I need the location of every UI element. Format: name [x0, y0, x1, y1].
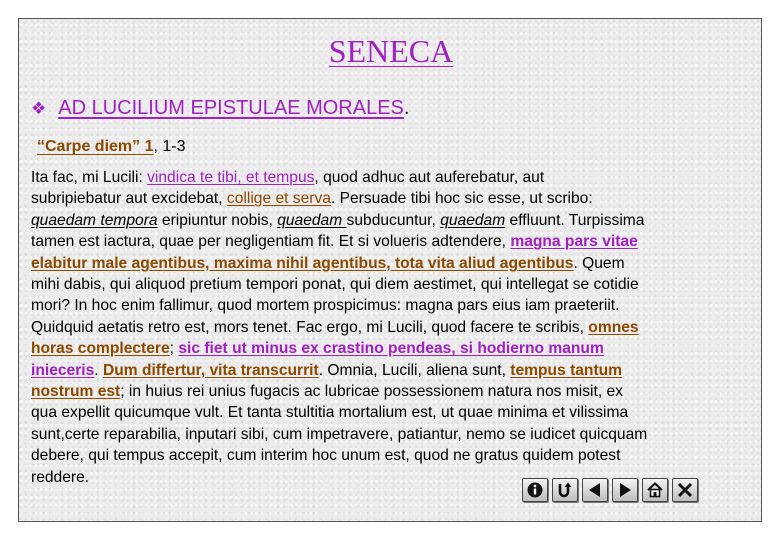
highlighted-phrase: quaedam [277, 211, 347, 229]
info-icon [526, 481, 544, 499]
home-button[interactable] [642, 478, 668, 502]
highlighted-phrase: vindica te tibi, et tempus [147, 169, 315, 186]
text-segment: ; [169, 340, 179, 358]
text-segment: reddere. [31, 468, 90, 486]
text-segment: Quidquid aetatis retro est, mors tenet. Fac ergo, mi Lucili, quod facere te scribis, [31, 318, 589, 336]
home-icon [646, 481, 664, 499]
highlighted-phrase: Dum differtur, vita transcurrit [102, 361, 319, 379]
text-segment: subripiebatur aut excidebat, [31, 190, 227, 208]
text-line [31, 317, 755, 338]
diamond-bullet-icon: ❖ [31, 98, 47, 118]
text-line [31, 381, 755, 402]
highlighted-phrase: collige et serva [226, 190, 331, 208]
text-segment: subducuntur, [346, 211, 441, 229]
text-line [31, 445, 755, 466]
highlighted-phrase: inieceris [31, 361, 95, 379]
slide-title: SENECA [328, 33, 454, 69]
subtitle-title: “Carpe diem” 1 [37, 138, 154, 155]
text-segment: mori? In hoc enim fallimur, quod mortem prospicimus: magna pars eius iam praeteriit. [31, 297, 620, 315]
info-button[interactable] [522, 478, 548, 502]
highlighted-phrase: elabitur male agentibus, maxima nihil agentibus, tota vita aliud agentibus [31, 254, 574, 272]
highlighted-phrase: tempus tantum [510, 361, 623, 379]
highlighted-phrase: horas complectere [31, 340, 170, 358]
slide [18, 18, 762, 522]
text-segment: Ita fac, mi Lucili: [31, 169, 148, 186]
triangle-left-icon [586, 481, 604, 499]
text-segment: debere, qui tempus accepit, cum interim hoc unum est, quod ne gratus quidem potest [31, 447, 621, 465]
triangle-right-icon [616, 481, 634, 499]
return-button[interactable] [552, 478, 578, 502]
text-segment: , quod adhuc aut auferebatur, aut [314, 169, 545, 186]
heading-period: . [403, 97, 410, 119]
next-button[interactable] [612, 478, 638, 502]
highlighted-phrase: quaedam [440, 211, 506, 229]
text-segment: effluunt. Turpissima [505, 211, 645, 229]
text-line [31, 295, 755, 316]
text-segment: qua expellit quicumque vult. Et tanta stultitia mortalium est, ut quae minima et vilissima [31, 404, 629, 422]
text-line [31, 338, 755, 359]
previous-button[interactable] [582, 478, 608, 502]
text-line [31, 253, 755, 274]
close-button[interactable] [672, 478, 698, 502]
close-x-icon [676, 481, 694, 499]
highlighted-phrase: omnes [588, 318, 639, 336]
text-segment: eripiuntur nobis, [157, 211, 278, 229]
text-segment: tamen est iactura, quae per negligentiam fit. Et si volueris adtendere, [31, 233, 511, 251]
text-line [31, 210, 755, 231]
text-segment: . Quem [573, 254, 625, 272]
text-segment: ; in huius rei unius fugacis ac lubricae possessionem natura nos misit, ex [120, 383, 623, 401]
text-segment: mihi dabis, qui aliquod pretium tempori ponat, qui diem aestimet, qui intellegat se cotidie [31, 276, 639, 294]
highlighted-phrase: sic fiet ut minus ex crastino pendeas, si hodierno manum [178, 340, 604, 358]
subtitle-reference: , 1-3 [153, 138, 186, 155]
highlighted-phrase: nostrum est [31, 383, 121, 401]
return-arrow-icon [556, 481, 574, 499]
text-line [31, 424, 755, 445]
text-line [31, 360, 755, 381]
text-segment: . Persuade tibi hoc sic esse, ut scribo: [330, 190, 593, 208]
text-segment: . Omnia, Lucili, aliena sunt, [318, 361, 511, 379]
highlighted-phrase: quaedam tempora [31, 211, 158, 229]
heading-text: AD LUCILIUM EPISTULAE MORALES [58, 97, 404, 119]
highlighted-phrase: magna pars vitae [510, 233, 638, 251]
text-line [31, 402, 755, 423]
slide-heading [31, 97, 409, 120]
text-line [31, 274, 755, 295]
text-line [31, 167, 755, 188]
navigation-toolbar [522, 478, 698, 502]
letter-text [31, 167, 755, 488]
text-segment: . [94, 361, 103, 379]
text-segment: sunt,certe reparabilia, inputari sibi, cum impetravere, patiantur, nemo se iudicet quicquam [31, 425, 648, 443]
text-line [31, 188, 755, 209]
subtitle [37, 138, 186, 156]
text-line [31, 231, 755, 252]
